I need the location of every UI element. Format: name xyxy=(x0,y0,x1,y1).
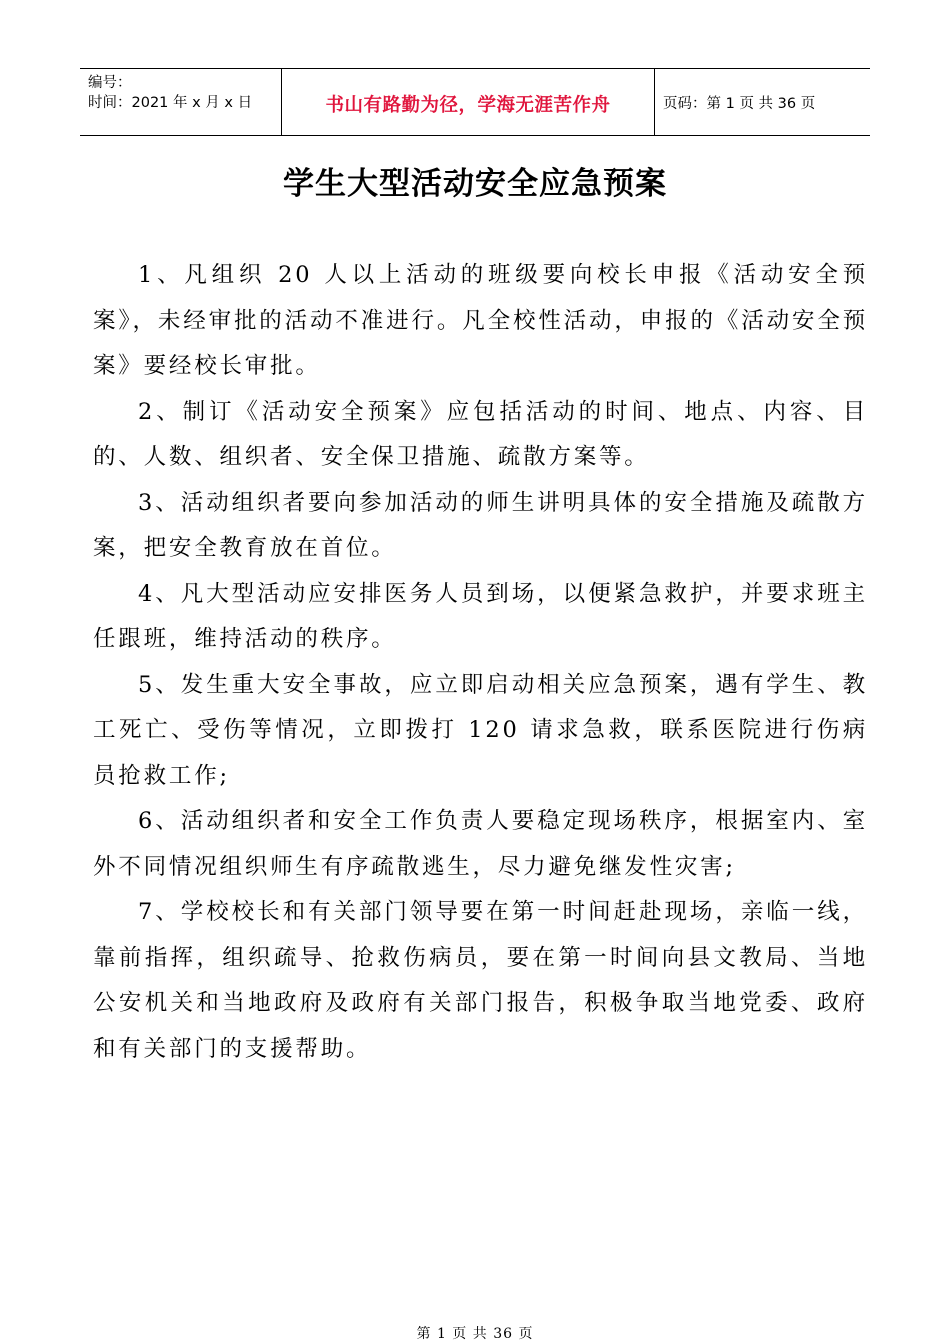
paragraph-7: 7、学校校长和有关部门领导要在第一时间赶赴现场，亲临一线，靠前指挥，组织疏导、抢救伤病员，要在第一时间向县文教局、当地公安机关和当地政府及政府有关部门报告，积极争取当地党委、政府和有关部门的支援帮助。 xyxy=(93,899,868,1062)
document-number-label: 编号： xyxy=(88,75,132,91)
document-title: 学生大型活动安全应急预案 xyxy=(283,166,667,202)
paragraph-4: 4、凡大型活动应安排医务人员到场，以便紧急救护，并要求班主任跟班，维持活动的秩序。 xyxy=(93,580,868,652)
paragraph-2: 2、制订《活动安全预案》应包括活动的时间、地点、内容、目的、人数、组织者、安全保卫措施、疏散方案等。 xyxy=(93,398,868,470)
page-footer: 第 1 页 共 36 页 xyxy=(416,1326,534,1342)
document-body xyxy=(93,253,868,1072)
paragraph-3: 3、活动组织者要向参加活动的师生讲明具体的安全措施及疏散方案，把安全教育放在首位。 xyxy=(93,489,868,561)
paragraph-6: 6、活动组织者和安全工作负责人要稳定现场秩序，根据室内、室外不同情况组织师生有序疏散逃生，尽力避免继发性灾害; xyxy=(93,808,868,880)
header-page-cell xyxy=(655,69,870,135)
header-motto: 书山有路勤为径，学海无涯苦作舟 xyxy=(325,95,611,116)
header-motto-cell xyxy=(281,69,655,135)
header-table xyxy=(80,68,870,136)
page-code-label: 页码：第 1 页 共 36 页 xyxy=(663,95,816,112)
header-info-cell xyxy=(80,69,281,135)
paragraph-5: 5、发生重大安全事故，应立即启动相关应急预案，遇有学生、教工死亡、受伤等情况，立即拨打 120 请求急救，联系医院进行伤病员抢救工作; xyxy=(93,671,868,789)
paragraph-1: 1、凡组织 20 人以上活动的班级要向校长申报《活动安全预案》，未经审批的活动不准进行。凡全校性活动，申报的《活动安全预案》要经校长审批。 xyxy=(93,262,868,379)
document-date-label: 时间：2021 年 x 月 x 日 xyxy=(88,95,253,111)
